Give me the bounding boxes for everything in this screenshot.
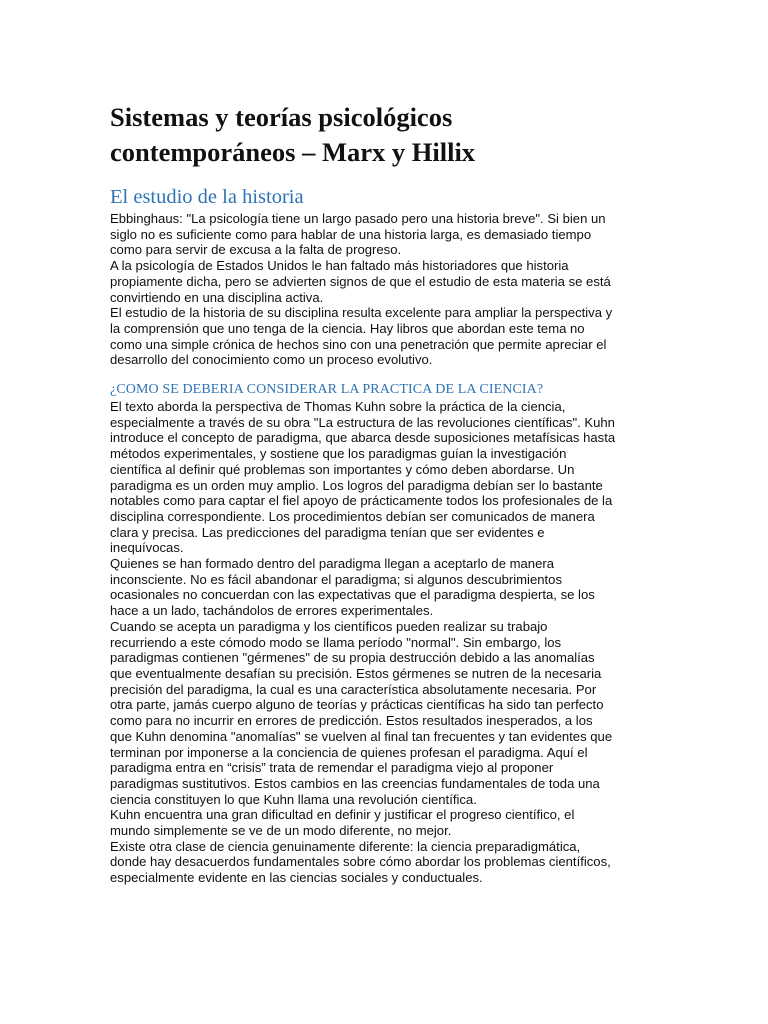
text-line: paradigmas sustitutivos. Estos cambios en las creencias fundamentales de toda una [110, 775, 600, 791]
text-line: inconsciente. No es fácil abandonar el paradigma; si algunos descubrimientos [110, 571, 562, 587]
text-line: donde hay desacuerdos fundamentales sobre cómo abordar los problemas científicos, [110, 854, 611, 870]
text-line: recurriendo a este cómodo modo se llama período "normal". Sin embargo, los [110, 634, 562, 650]
text-line: El texto aborda la perspectiva de Thomas Kuhn sobre la práctica de la ciencia, [110, 399, 566, 415]
text-line: disciplina correspondiente. Los procedimientos debían ser comunicados de manera [110, 508, 595, 524]
text-line: terminan por imponerse a la conciencia de quienes profesan el paradigma. Aquí el [110, 744, 588, 760]
text-line: clara y precisa. Las predicciones del paradigma tenían que ser evidentes e [110, 524, 545, 540]
text-line: paradigma es un orden muy amplio. Los logros del paradigma debían ser lo bastante [110, 477, 603, 493]
text-line: inequívocas. [110, 540, 184, 556]
section-body-history [110, 211, 658, 368]
text-line: otra parte, jamás cuerpo alguno de teorías y prácticas científicas ha sido tan perfecto [110, 697, 604, 713]
text-line: Cuando se acepta un paradigma y los científicos pueden realizar su trabajo [110, 618, 548, 634]
text-line: propiamente dicha, pero se advierten signos de que el estudio de esta materia se está [110, 273, 611, 289]
text-line: Kuhn encuentra una gran dificultad en definir y justificar el progreso científico, el [110, 807, 575, 823]
text-line: El estudio de la historia de su disciplina resulta excelente para ampliar la perspectiva y [110, 305, 613, 321]
text-line: ciencia constituyen lo que Kuhn llama una revolución científica. [110, 791, 477, 807]
text-line: A la psicología de Estados Unidos le han faltado más historiadores que historia [110, 258, 569, 274]
text-line: Ebbinghaus: "La psicología tiene un largo pasado pero una historia breve". Si bien un [110, 211, 606, 226]
text-line: mundo simplemente se ve de un modo diferente, no mejor. [110, 823, 452, 839]
text-line: hace a un lado, tachándolos de errores experimentales. [110, 603, 434, 619]
document-title [110, 100, 658, 170]
text-line: notables como para captar el fiel apoyo de prácticamente todos los profesionales de la [110, 493, 613, 509]
section-body-science-practice [110, 399, 658, 886]
document-page [110, 100, 658, 886]
text-line: métodos experimentales, y sostiene que los paradigmas guían la investigación [110, 446, 567, 462]
text-line: especialmente evidente en las ciencias sociales y conductuales. [110, 870, 483, 886]
text-line: especialmente a través de su obra "La estructura de las revoluciones científicas". Kuhn [110, 414, 615, 430]
text-line: desarrollo del conocimiento como un proceso evolutivo. [110, 352, 433, 368]
section-heading-history: El estudio de la historia [110, 186, 304, 208]
text-line: que eventualmente desafían su precisión. Estos gérmenes se nutren de la necesaria [110, 665, 602, 681]
text-line: que Kuhn denomina "anomalías" se vuelven al final tan frecuentes y tan evidentes que [110, 728, 613, 744]
text-line: paradigmas contienen "gérmenes" de su propia destrucción debido a las anomalías [110, 650, 595, 666]
text-line: científica al definir qué problemas son importantes y cómo deben abordarse. Un [110, 461, 575, 477]
text-line: precisión del paradigma, la cual es una característica absolutamente necesaria. Por [110, 681, 597, 697]
text-line: como una simple crónica de hechos sino con una penetración que permite apreciar el [110, 336, 607, 352]
text-line: siglo no es suficiente como para hablar de una historia larga, es demasiado tiempo [110, 226, 592, 242]
title-line: contemporáneos – Marx y Hillix [110, 137, 476, 167]
text-line: Existe otra clase de ciencia genuinamente diferente: la ciencia preparadigmática, [110, 838, 581, 854]
text-line: paradigma entra en “crisis” trata de remendar el paradigma viejo al proponer [110, 760, 554, 776]
text-line: la comprensión que uno tenga de la ciencia. Hay libros que abordan este tema no [110, 320, 585, 336]
section-heading-science-practice: ¿COMO SE DEBERIA CONSIDERAR LA PRACTICA DE LA CIENCIA? [110, 382, 544, 398]
text-line: convirtiendo en una disciplina activa. [110, 289, 324, 305]
title-line: Sistemas y teorías psicológicos [110, 102, 453, 132]
text-line: ocasionales no concuerdan con las expectativas que el paradigma despierta, se los [110, 587, 595, 603]
text-line: como para servir de excusa a la falta de progreso. [110, 242, 402, 258]
text-line: introduce el concepto de paradigma, que abarca desde suposiciones metafísicas hasta [110, 430, 616, 446]
text-line: Quienes se han formado dentro del paradigma llegan a aceptarlo de manera [110, 556, 555, 572]
text-line: como para no incurrir en errores de predicción. Estos resultados inesperados, a los [110, 713, 593, 729]
